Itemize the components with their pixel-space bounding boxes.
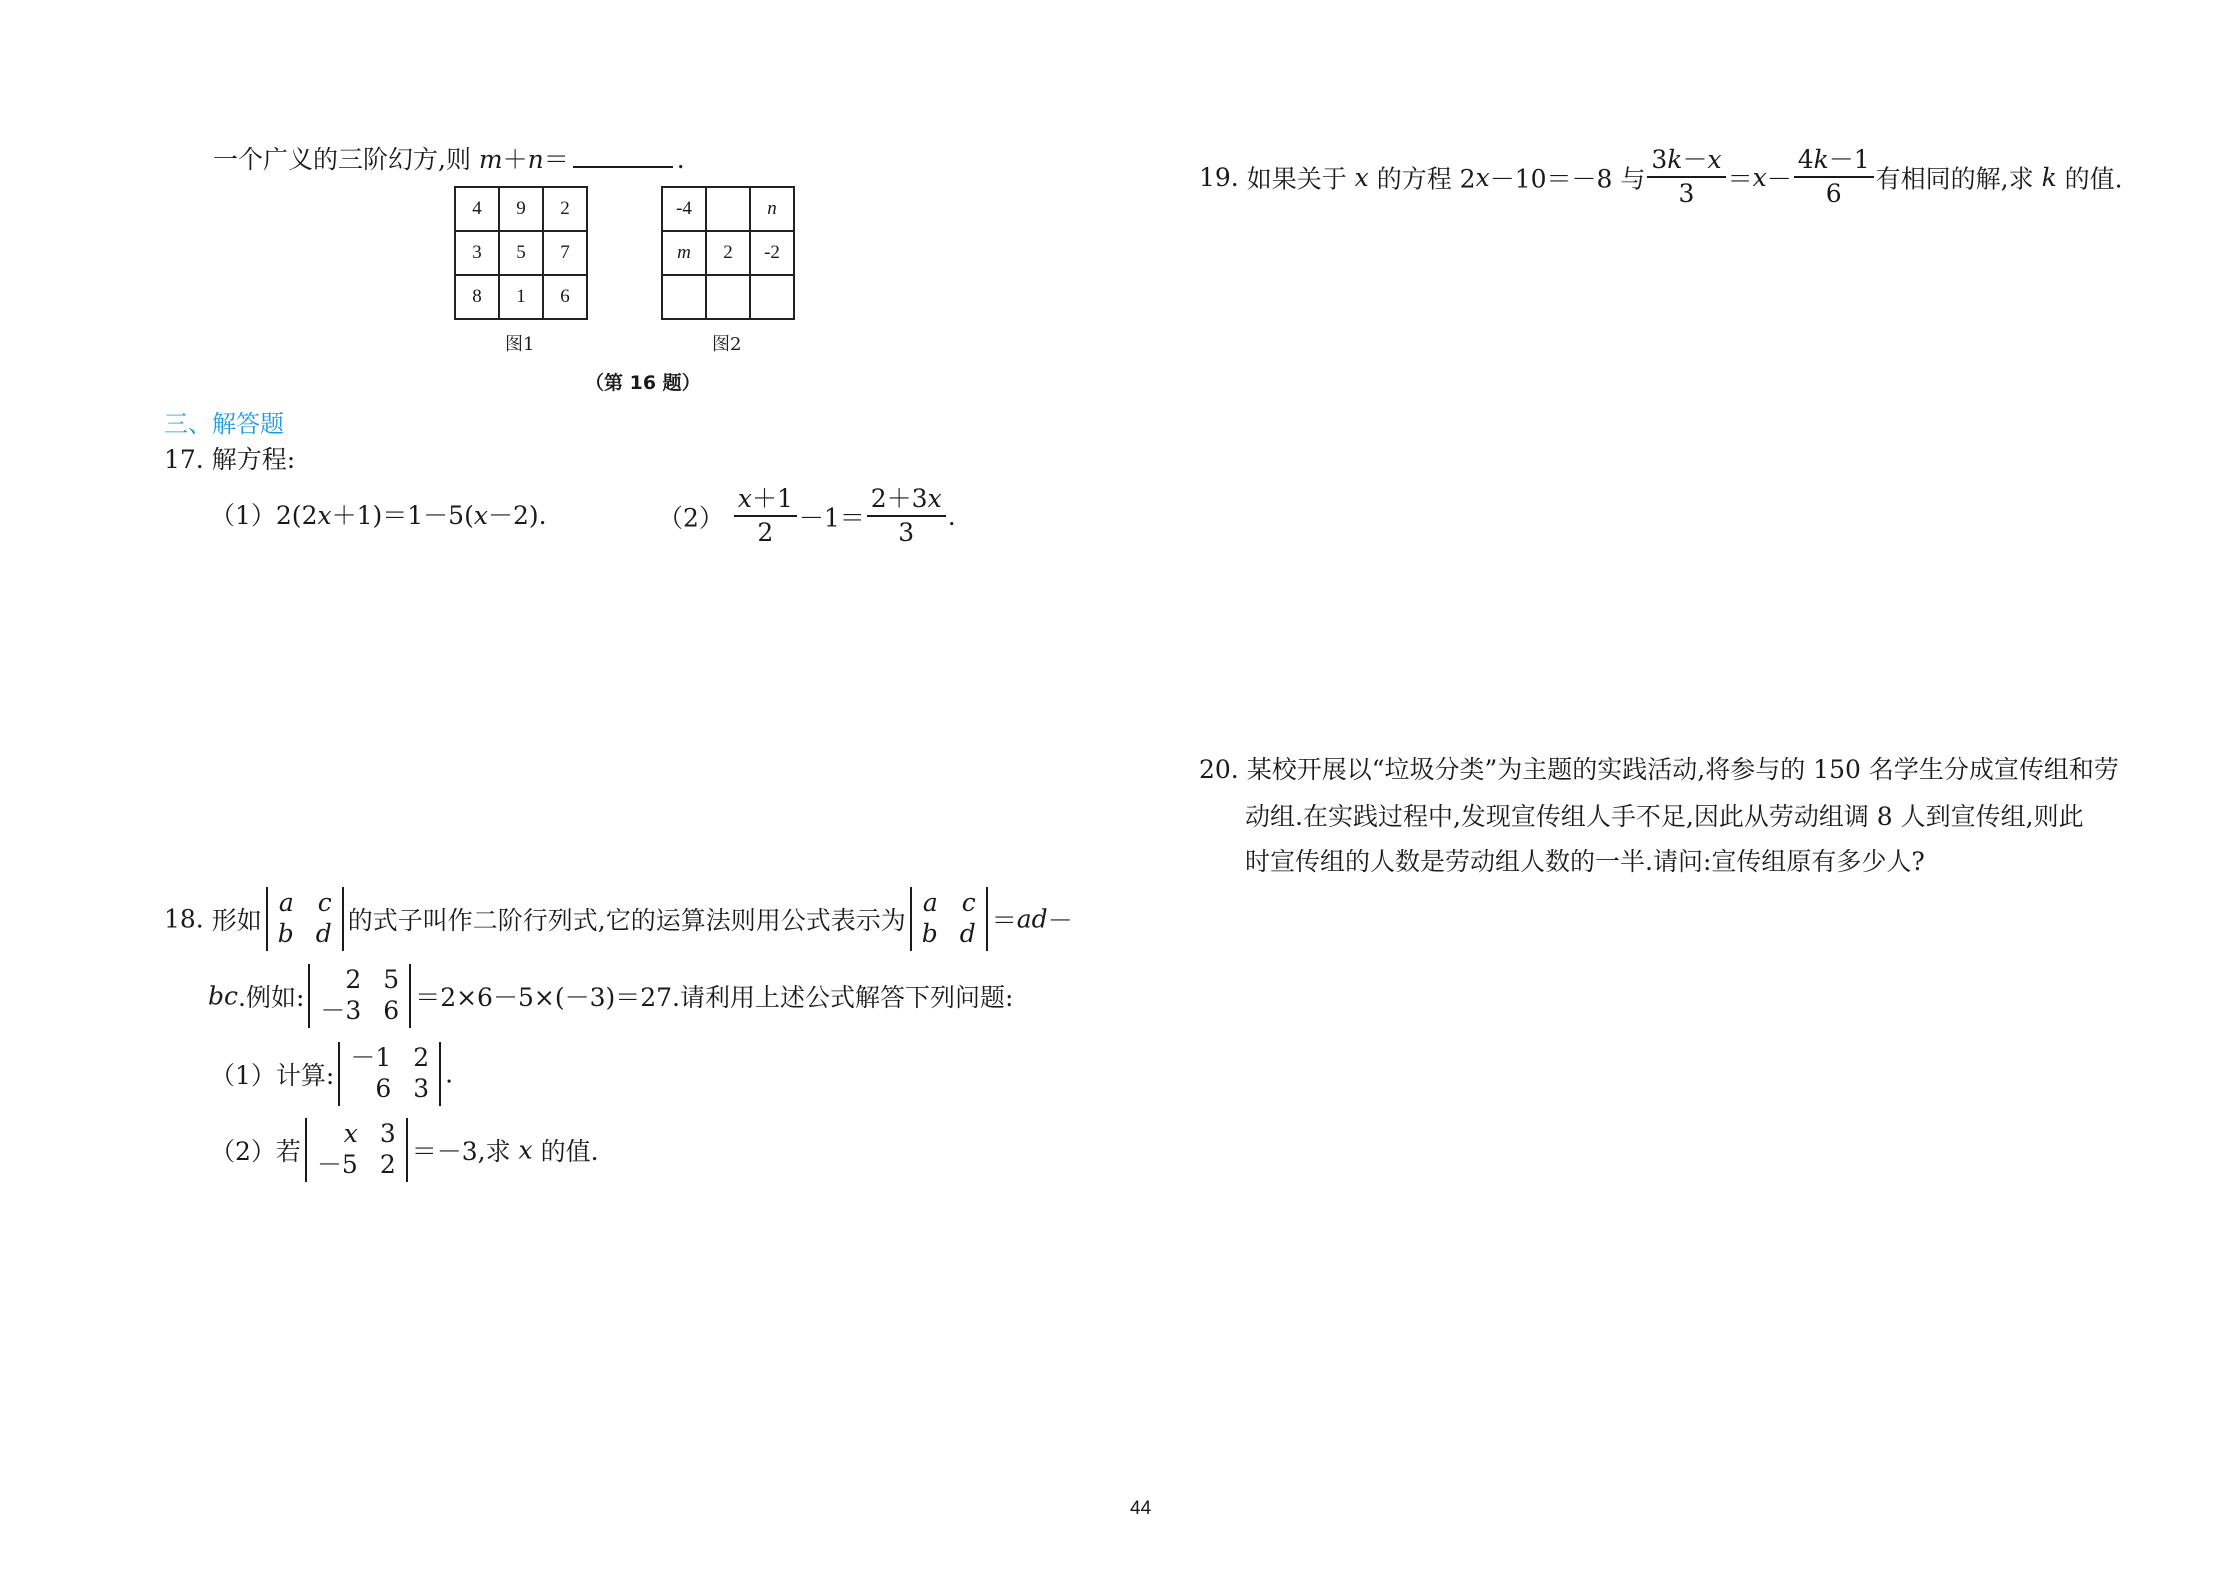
question-16-caption: （第 16 题） [585,372,701,394]
grid-cell: 4 [455,187,499,231]
grid-cell: -4 [662,187,706,231]
grid-cell: 2 [543,187,587,231]
grid-cell: -2 [750,231,794,275]
magic-square-figure-2 [661,186,795,320]
fraction: $\frac{2+3x}{3}$ [867,485,946,548]
grid-cell: 3 [455,231,499,275]
grid-cell: 2 [706,231,750,275]
question-number: 17. [164,445,204,474]
q18-part1: （1）计算: －1 2 6 3 . [210,1042,453,1106]
grid-cell [750,275,794,319]
grid-cell: 8 [455,275,499,319]
grid-cell: 5 [499,231,543,275]
q16-text: 一个广义的三阶幻方,则 m＋n＝ . [213,145,685,174]
q18-line2: bc.例如: 2 5 －3 6 ＝2×6－5×(－3)＝27.请利用上述公式解答下列问题: [208,964,1013,1028]
figure-1-caption: 图1 [505,334,535,355]
grid-cell: 9 [499,187,543,231]
fraction: $\frac{x+1}{2}$ [734,485,797,548]
q20-line2: 动组.在实践过程中,发现宣传组人手不足,因此从劳动组调 8 人到宣传组,则此 [1245,802,2084,831]
determinant: x 3 －5 2 [305,1118,408,1182]
q20-line1: 20. 某校开展以“垃圾分类”为主题的实践活动,将参与的 150 名学生分成宣传组和劳 [1199,755,2119,784]
question-number: 18. [164,904,204,934]
section-title: 三、解答题 [164,410,284,438]
q18-part2: （2）若 x 3 －5 2 ＝－3,求 x 的值. [210,1118,599,1182]
q17-part2: （2） $\frac{x+1}{2}$ －1＝ $\frac{2+3x}{3}$ . [658,484,956,547]
figure-2-caption: 图2 [712,334,742,355]
q18-line1: 18. 形如 a c b d 的式子叫作二阶行列式,它的运算法则用公式表示为 a c b d ＝ad－ [164,887,1073,951]
grid-cell [706,275,750,319]
grid-cell: 6 [543,275,587,319]
question-number: 20. [1199,755,1239,784]
q20-line3: 时宣传组的人数是劳动组人数的一半.请问:宣传组原有多少人? [1245,847,1925,876]
answer-blank[interactable] [573,146,673,168]
grid-cell: 1 [499,275,543,319]
grid-cell: 7 [543,231,587,275]
determinant: a c b d [910,887,988,951]
determinant: 2 5 －3 6 [308,964,411,1028]
fraction: $\frac{3k-x}{3}$ [1647,146,1725,209]
determinant: a c b d [266,887,344,951]
grid-cell: n [750,187,794,231]
grid-cell [662,275,706,319]
fraction: $\frac{4k-1}{6}$ [1794,146,1874,209]
grid-cell [706,187,750,231]
q17-part1: （1）2(2x＋1)＝1－5(x－2). [210,501,547,530]
page-number: 44 [1130,1498,1152,1519]
determinant: －1 2 6 3 [338,1042,441,1106]
q17-prompt: 17. 解方程: [164,445,296,474]
question-number: 19. [1199,162,1239,192]
grid-cell: m [662,231,706,275]
q19-line: 19. 如果关于 x 的方程 2x－10＝－8 与 $\frac{3k-x}{3}$ ＝x－ $\frac{4k-1}{6}$ 有相同的解,求 k 的值. [1199,145,2123,208]
magic-square-figure-1 [454,186,588,320]
